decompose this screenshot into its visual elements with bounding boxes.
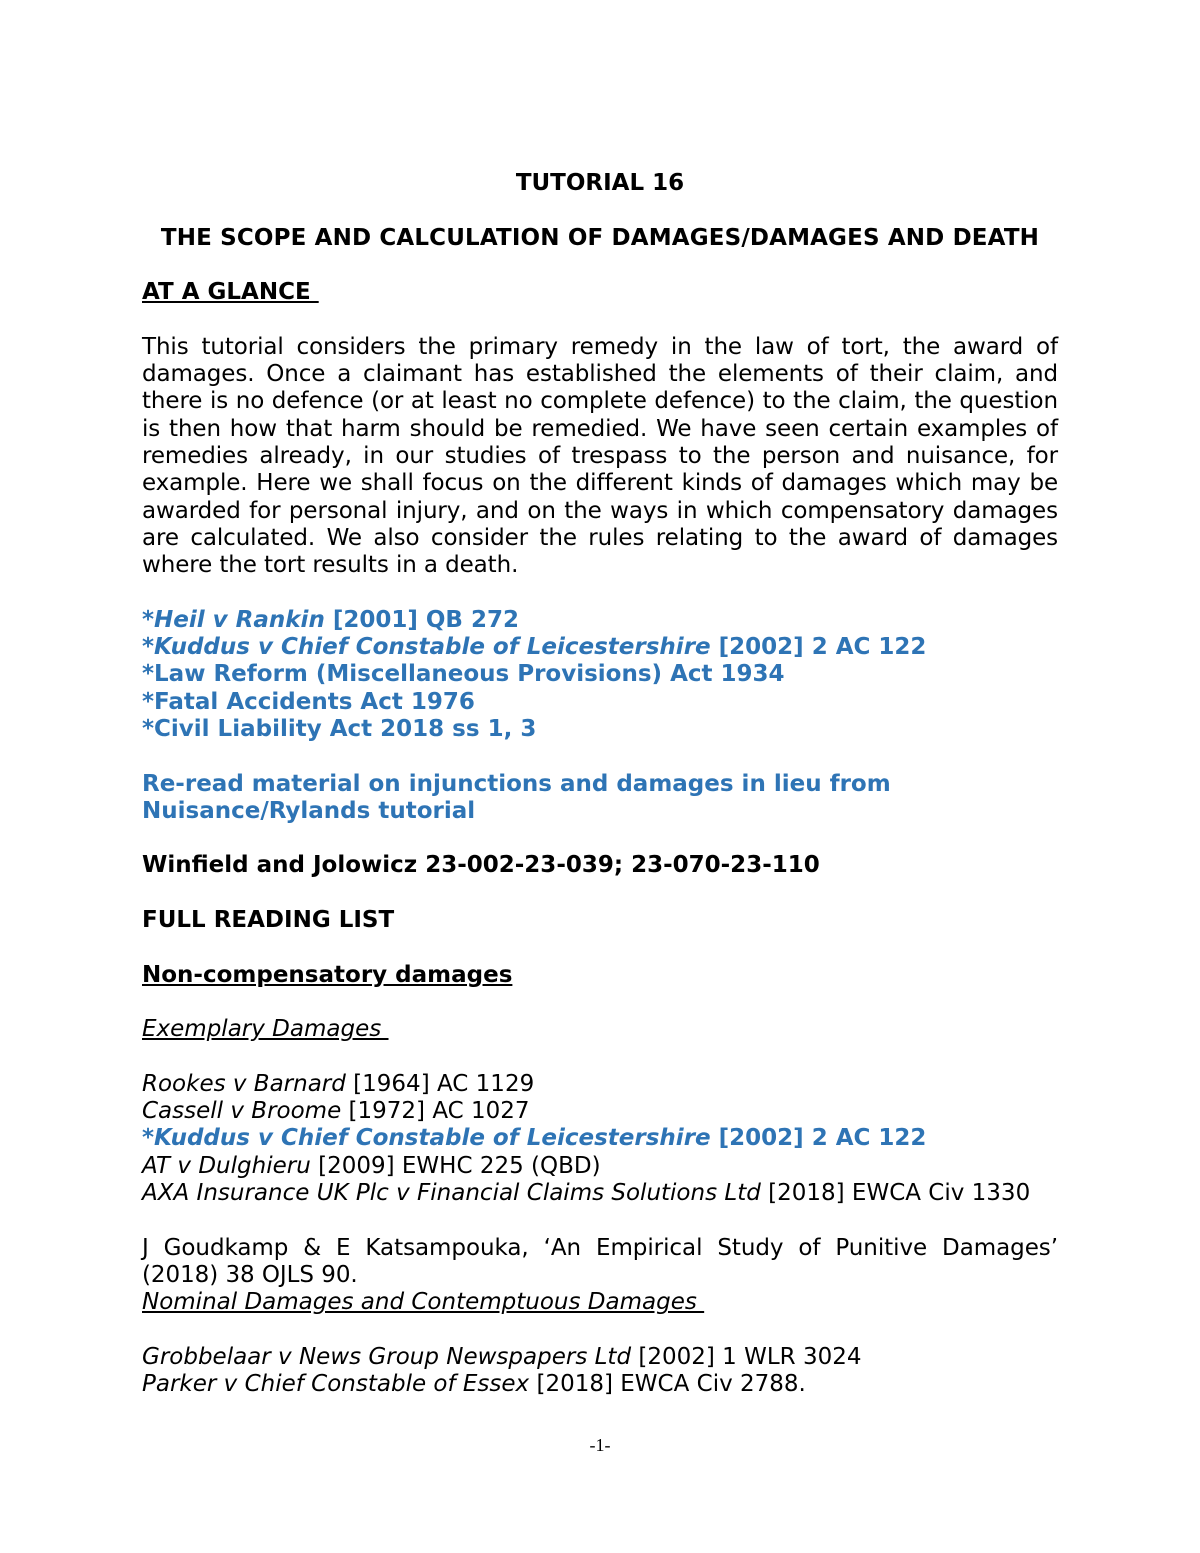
reread-note	[142, 771, 1058, 826]
case-entry: AT v Dulghieru [2009] EWHC 225 (QBD)	[142, 1152, 601, 1179]
reread-line: Nuisance/Rylands tutorial	[142, 797, 476, 824]
document-title: TUTORIAL 16	[515, 170, 685, 196]
case-entry: Grobbelaar v News Group Newspapers Ltd [2002] 1 WLR 3024	[142, 1343, 862, 1370]
reread-line: Re-read material on injunctions and damages in lieu from	[142, 770, 891, 797]
nominal-cases-list	[142, 1344, 1058, 1399]
case-entry: AXA Insurance UK Plc v Financial Claims Solutions Ltd [2018] EWCA Civ 1330	[142, 1179, 1031, 1206]
exemplary-damages-heading: Exemplary Damages	[142, 1016, 389, 1043]
exemplary-cases-list	[142, 1071, 1058, 1207]
non-compensatory-heading: Non-compensatory damages	[142, 961, 513, 988]
case-entry: Parker v Chief Constable of Essex [2018] EWCA Civ 2788.	[142, 1371, 806, 1398]
full-reading-list-heading: FULL READING LIST	[142, 907, 395, 934]
article-reference: J Goudkamp & E Katsampouka, ‘An Empirical Study of Punitive Damages’ (2018) 38 OJLS 90.	[142, 1234, 1058, 1288]
key-item: *Law Reform (Miscellaneous Provisions) Act 1934	[142, 661, 785, 688]
at-a-glance-paragraph: This tutorial considers the primary remedy in the law of tort, the award of damages. Once a claimant has established the elements of their claim, and there is no defence (or at least no complete defence) to the claim, the question is then how that harm should be remedied. We have seen certain examples of remedies already, in our studies of trespass to the person and nuisance, for example. Here we shall focus on the different kinds of damages which may be awarded for personal injury, and on the ways in which compensatory damages are calculated. We also consider the rules relating to the award of damages where the tort results in a death.	[142, 333, 1058, 579]
key-item: *Fatal Accidents Act 1976	[142, 688, 475, 715]
case-entry: Rookes v Barnard [1964] AC 1129	[142, 1070, 535, 1097]
key-item: *Heil v Rankin [2001] QB 272	[142, 606, 519, 633]
nominal-damages-heading: Nominal Damages and Contemptuous Damages	[142, 1289, 705, 1316]
textbook-reference: Winfield and Jolowicz 23-002-23-039; 23-070-23-110	[142, 852, 820, 879]
key-item: *Kuddus v Chief Constable of Leicestershire [2002] 2 AC 122	[142, 634, 927, 661]
page-number: -1-	[589, 1435, 611, 1455]
key-items-list	[142, 607, 1058, 743]
at-a-glance-heading: AT A GLANCE	[142, 279, 319, 306]
case-entry: Cassell v Broome [1972] AC 1027	[142, 1098, 530, 1125]
document-body	[142, 170, 1058, 1398]
case-entry: *Kuddus v Chief Constable of Leicestershire [2002] 2 AC 122	[142, 1125, 927, 1152]
document-subtitle: THE SCOPE AND CALCULATION OF DAMAGES/DAMAGES AND DEATH	[160, 224, 1040, 251]
key-item: *Civil Liability Act 2018 ss 1, 3	[142, 715, 537, 742]
